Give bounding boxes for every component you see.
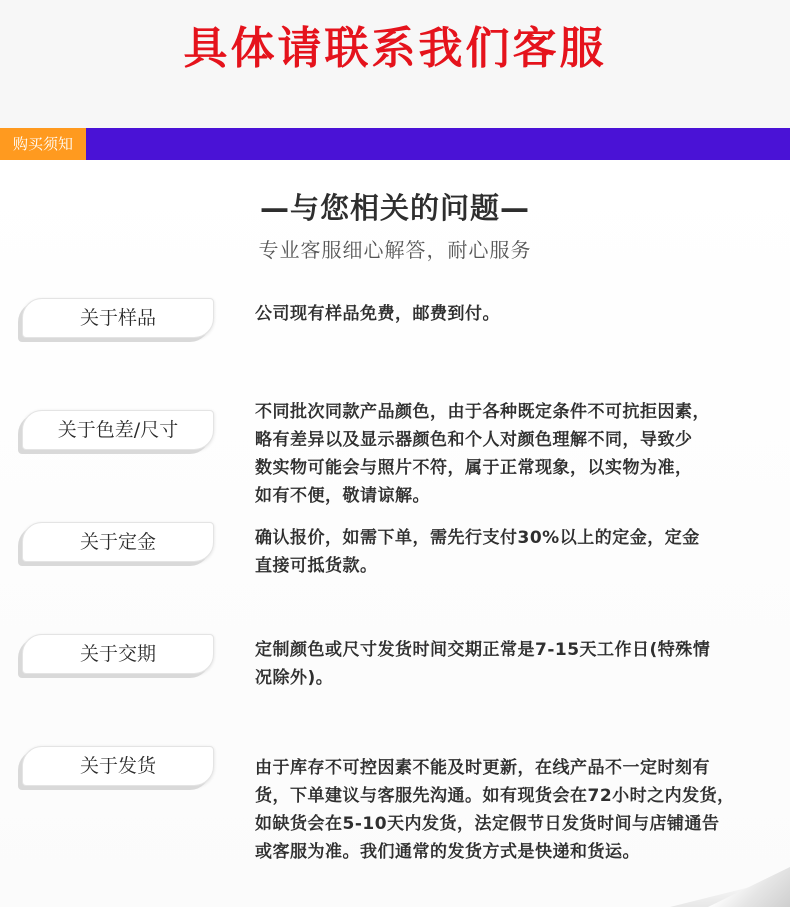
faq-answer-samples — [255, 300, 770, 328]
faq-label-lead-time: 关于交期 — [22, 634, 214, 674]
faq-answer-color-size — [255, 398, 770, 510]
faq-answer-line: 略有差异以及显示器颜色和个人对颜色理解不同，导致少 — [255, 430, 693, 450]
faq-answer-line: 不同批次同款产品颜色，由于各种既定条件不可抗拒因素， — [255, 402, 710, 422]
faq-label-shipping: 关于发货 — [22, 746, 214, 786]
faq-section-subtitle: 专业客服细心解答，耐心服务 — [258, 238, 532, 262]
faq-answer-line: 如缺货会在5-10天内发货，法定假节日发货时间与店铺通告 — [255, 814, 720, 834]
purchase-notice-tag: 购买须知 — [0, 128, 86, 160]
faq-answer-line: 公司现有样品免费，邮费到付。 — [255, 304, 500, 324]
faq-answer-line: 由于库存不可控因素不能及时更新，在线产品不一定时刻有 — [255, 758, 710, 778]
faq-answer-line: 货，下单建议与客服先沟通。如有现货会在72小时之内发货， — [255, 786, 735, 806]
header-area — [0, 0, 790, 128]
faq-section-title: —与您相关的问题— — [259, 191, 530, 225]
faq-answer-line: 数实物可能会与照片不符，属于正常现象，以实物为准， — [255, 458, 693, 478]
contact-customer-service-heading: 具体请联系我们客服 — [183, 23, 607, 74]
faq-answer-line: 定制颜色或尺寸发货时间交期正常是7-15天工作日(特殊情 — [255, 640, 711, 660]
faq-answer-deposit — [255, 524, 770, 580]
faq-answer-line: 况除外)。 — [255, 668, 334, 688]
faq-answer-lead-time — [255, 636, 770, 692]
faq-label-samples: 关于样品 — [22, 298, 214, 338]
purchase-notice-bar — [0, 128, 790, 160]
faq-answer-line: 如有不便，敬请谅解。 — [255, 486, 430, 506]
faq-answer-line: 直接可抵货款。 — [255, 556, 378, 576]
faq-answer-line: 确认报价，如需下单，需先行支付30%以上的定金，定金 — [255, 528, 700, 548]
faq-label-deposit: 关于定金 — [22, 522, 214, 562]
faq-label-color-size: 关于色差/尺寸 — [22, 410, 214, 450]
faq-answer-shipping — [255, 754, 770, 866]
faq-answer-line: 或客服为准。我们通常的发货方式是快递和货运。 — [255, 842, 640, 862]
